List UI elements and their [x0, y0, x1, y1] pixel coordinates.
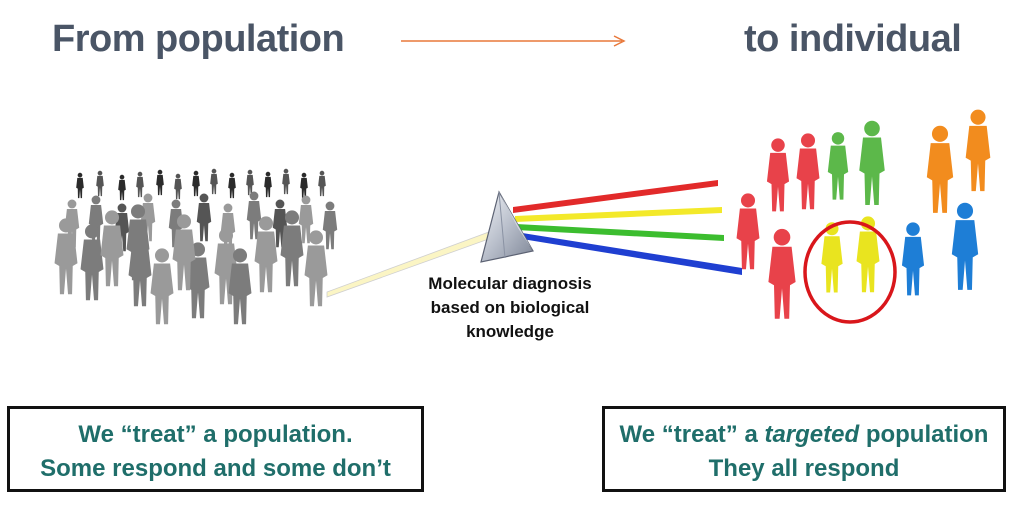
box-right-line1-after: population: [859, 421, 989, 448]
crowd-person: [136, 172, 144, 197]
individual-person: [859, 121, 885, 205]
crowd-person: [151, 248, 174, 324]
box-left-line1: We “treat” a population.: [78, 421, 353, 448]
individual-person: [767, 138, 789, 211]
prism-caption: Molecular diagnosis based on biological knowledge: [428, 274, 592, 341]
crowd-person: [96, 171, 104, 196]
individual-person: [952, 203, 978, 290]
highlight-circle: [805, 222, 895, 322]
box-right-line1: [605, 418, 1003, 452]
crowd-person: [300, 173, 308, 198]
individual-person: [768, 229, 795, 319]
individual-person: [797, 133, 820, 209]
heading-to-individual: to individual: [744, 18, 962, 60]
individual-person: [927, 126, 953, 213]
crowd-person: [318, 171, 326, 196]
box-right-line1-before: We “treat” a: [619, 421, 765, 448]
individual-person: [828, 132, 848, 199]
crowd-person: [76, 173, 84, 198]
individual-person: [737, 193, 760, 269]
crowd-person: [197, 194, 211, 242]
crowd-person: [323, 202, 337, 250]
spectrum-rays: [513, 180, 742, 275]
population-treatment-box: [7, 406, 424, 492]
box-right-line1-emphasis: targeted: [764, 421, 860, 448]
crowd-person: [156, 170, 164, 195]
crowd-person: [174, 174, 182, 199]
individual-person: [966, 110, 991, 191]
heading-from-population: From population: [52, 18, 345, 60]
arrow: [401, 36, 624, 46]
crowd-person: [228, 173, 236, 198]
ray-red: [513, 180, 718, 213]
crowd-person: [264, 172, 272, 197]
crowd-person: [118, 175, 126, 200]
box-left-line2: Some respond and some don’t: [40, 455, 391, 482]
crowd-person: [192, 171, 200, 196]
targeted-treatment-box: [602, 406, 1006, 492]
crowd-person: [210, 169, 218, 194]
crowd-person: [246, 170, 254, 195]
crowd-person: [282, 169, 290, 194]
crowd-person: [81, 224, 104, 300]
box-right-line2: They all respond: [708, 455, 900, 482]
colored-individuals: [737, 110, 991, 319]
grey-crowd: [55, 169, 338, 324]
ray-yellow: [515, 207, 722, 222]
individual-person: [902, 222, 924, 295]
